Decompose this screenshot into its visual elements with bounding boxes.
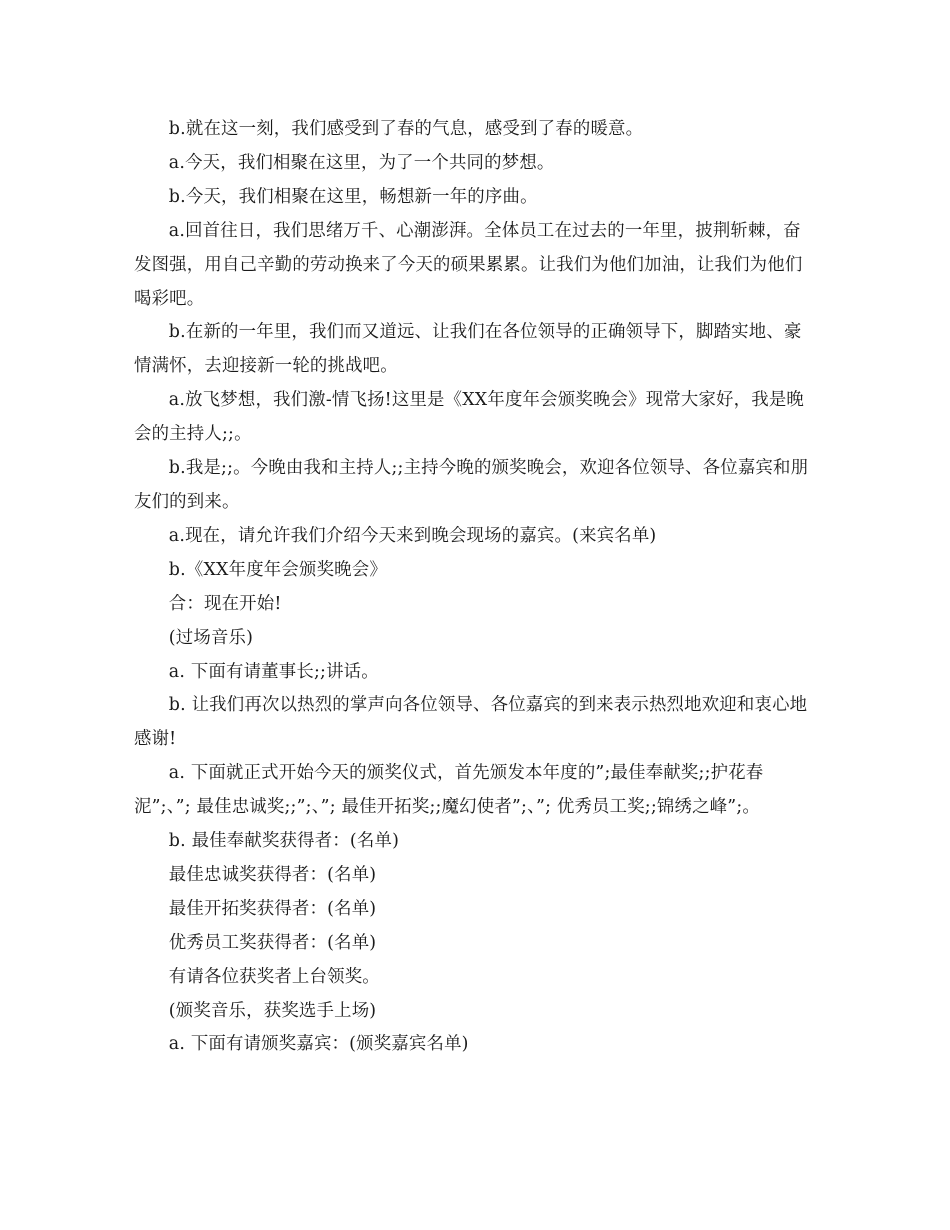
paragraph: b.在新的一年里，我们而又道远、让我们在各位领导的正确领导下，脚踏实地、豪情满怀，去迎接新一轮的挑战吧。 <box>134 322 802 377</box>
paragraph: b.今天，我们相聚在这里，畅想新一年的序曲。 <box>168 186 538 207</box>
paragraph: a.现在，请允许我们介绍今天来到晚会现场的嘉宾。(来宾名单) <box>168 525 657 546</box>
paragraph: a. 下面有请颁奖嘉宾：(颁奖嘉宾名单) <box>168 1034 469 1055</box>
paragraph: a.今天，我们相聚在这里，为了一个共同的梦想。 <box>168 152 555 173</box>
paragraph: (过场音乐) <box>168 627 254 648</box>
paragraph: (颁奖音乐，获奖选手上场) <box>168 1000 377 1021</box>
paragraph: 合：现在开始! <box>168 593 282 614</box>
paragraph: b. 最佳奉献奖获得者：(名单) <box>168 831 400 852</box>
paragraph: b.我是;;。今晚由我和主持人;;主持今晚的颁奖晚会，欢迎各位领导、各位嘉宾和朋友们的到来。 <box>134 458 809 512</box>
paragraph: a. 下面有请董事长;;讲话。 <box>168 661 379 682</box>
paragraph: b. 让我们再次以热烈的掌声向各位领导、各位嘉宾的到来表示热烈地欢迎和衷心地感谢! <box>134 695 808 750</box>
paragraph: b.《XX年度年会颁奖晚会》 <box>168 559 387 580</box>
paragraph: 最佳开拓奖获得者：(名单) <box>168 898 377 919</box>
paragraph: a. 下面就正式开始今天的颁奖仪式，首先颁发本年度的”;最佳奉献奖;;护花春泥”;、”; 最佳忠诚奖;;”;、”; 最佳开拓奖;;魔幻使者”;、”; 优秀员工奖;;锦绣之峰”;。 <box>134 763 764 818</box>
paragraph: 最佳忠诚奖获得者：(名单) <box>168 864 377 885</box>
paragraph: a.回首往日，我们思绪万千、心潮澎湃。全体员工在过去的一年里，披荆斩棘，奋发图强，用自己辛勤的劳动换来了今天的硕果累累。让我们为他们加油，让我们为他们喝彩吧。 <box>134 220 803 309</box>
paragraph: 有请各位获奖者上台领奖。 <box>168 966 380 987</box>
paragraph: b.就在这一刻，我们感受到了春的气息，感受到了春的暖意。 <box>168 119 644 139</box>
paragraph: a.放飞梦想，我们激-情飞扬!这里是《XX年度年会颁奖晚会》现常大家好，我是晚会的主持人;;。 <box>134 390 805 445</box>
paragraph: 优秀员工奖获得者：(名单) <box>168 932 377 953</box>
